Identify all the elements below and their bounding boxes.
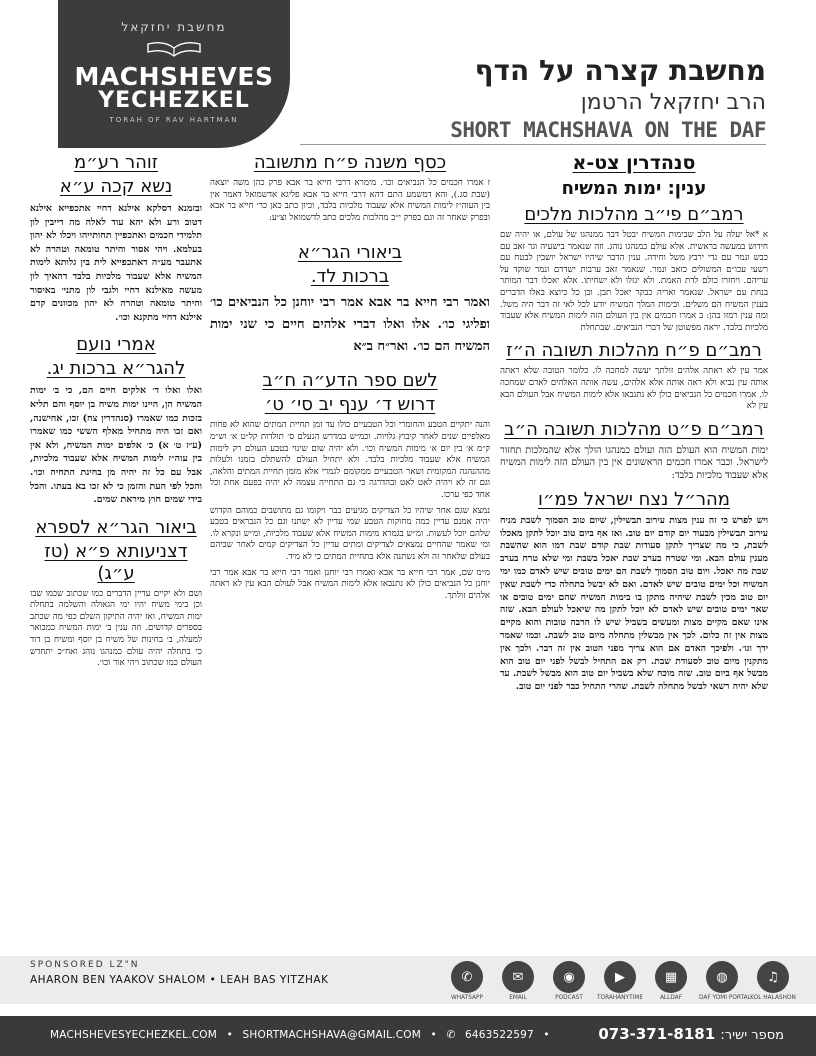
imrei-noam-section bbox=[30, 334, 202, 506]
logo-line-2: YECHEZKEL bbox=[98, 88, 250, 113]
separator: • bbox=[430, 1029, 437, 1041]
rambam-melachim-section bbox=[500, 204, 768, 334]
icon-item[interactable] bbox=[648, 961, 694, 1001]
rambam-teshuva-8-section bbox=[500, 340, 768, 412]
icon-label: PODCAST bbox=[555, 995, 583, 1001]
section-subheading: דצניעותא פ״א (טז ע״ג) bbox=[44, 540, 188, 584]
section-text: ויש לפרש כי זה ענין מצות עירוב תבשילין, שיום טוב הסמוך לשבת מניח עירוב תבשילין מבעוד יום קודם יום טוב. ואז אף ביום טוב יוכל לתקן מאכלו לשבת, כי מה שצריך לתקן סעודות שבת קודם שבת דמו הוא שהשבת מענין עולם הבא. ומי שטרח בערב שבת יאכל בשבת ומי שלא טרח בערב שבת מה יאכל. ויום טוב הסמוך לשבת הם ימים טובים שיש לאדם כמו ימי המשיח וכל ימים טובים שיש לאדם. ואם לא יבשל בתחלה כדי לשבת שאין יום טוב מכין לשבת שיהיה מתקן בו בימות המשיח שהם ימים טובים או שאר ימים טובים שיש לאדם לא יוכל לתקן מה שיאכל לעולם הבא. שזה אינו שאם מקיים מצות ומעשים בשביל שיש לו הרבה טובות והוא מקיים מצות אין זה כלום. לכך אין מבשלין מתחלה מיום טוב לשבת. וכמו שאמר ידך וגו׳. ולפיכך האדם אם הוא צריך מפני הטוב אין זה דבר. ולכך אין מתקנין מיום טוב לסעודת שבת. רק אם התחיל לבשל לפני יום טוב הוא מבשל אף ביום טוב. שזה מוכח שלא בשביל יום טוב הוא מבשל לשבת. עד שלא יהיה רשאי לבשל מתחלה לשבת. שהרי התחיל כבר לפני יום טוב. bbox=[500, 514, 768, 693]
torahanytime-icon[interactable]: ▶ bbox=[604, 961, 636, 993]
kesef-mishneh-section bbox=[210, 152, 490, 224]
section-heading: אמרי נועם bbox=[76, 334, 156, 356]
alldaf-icon[interactable]: ▦ bbox=[655, 961, 687, 993]
logo-tagline: TORAH OF RAV HARTMAN bbox=[109, 116, 239, 124]
phone-number[interactable]: 073-371-8181 bbox=[598, 1025, 716, 1043]
section-text: אמר עין לא ראתה אלהים זולתך יעשה למחכה לו. כלומר הטובה שלא ראתה אותה עין נביא ולא ראה אותה אלא אלהים, עשה אותה האלהים לאדם שמחכה לו. אמרו חכמים כל הנביאים כולן לא נתנבאו אלא לימות המשיח אבל העולם הבא עין לא bbox=[500, 366, 768, 412]
section-heading: כסף משנה פ״ח מתשובה bbox=[253, 152, 447, 173]
section-heading: רמב״ם פי״ב מהלכות מלכים bbox=[524, 204, 744, 225]
separator: • bbox=[226, 1029, 233, 1041]
platform-icons bbox=[444, 961, 796, 1001]
website-link[interactable]: MACHSHEVESYECHEZKEL.COM bbox=[50, 1029, 218, 1041]
section-text: א *אל יעלה על הלב שבימות המשיח יבטל דבר ממנהגו של עולם, או יהיה שם חידוש במעשה בראשית. אלא עולם כמנהגו נוהג. וזה שנאמר בישעיה וגר זאב עם כבש ונמר עם גדי ירבץ משל וחידה. ענין הדבר שיהיו ישראל יושבין לבטח עם רשעי עכו״ם המשולים כזאב ונמר. שנאמר זאב ערבות ישדדם ונמר שוקד על עריהם. ויחזרו כולם לדת האמת. ולא יגזלו ולא ישחיתו. אלא יאכלו דבר המותר בנחת עם ישראל. שנאמר ואריה כבקר יאכל תבן. וכן כל כיוצא באלו הדברים בענין המשיח הם משלים. ובימות המלך המשיח יודע לכל לאי זה דבר היה משל. ומה ענין רמזו בהן: ב אמרו חכמים אין בין העולם הזה לימות המשיח אלא שעבוד מלכיות בלבד. יראה מפשוטן של דברי הנביאים. שבתחלת bbox=[500, 230, 768, 333]
podcast-icon[interactable]: ◉ bbox=[553, 961, 585, 993]
icon-item[interactable] bbox=[597, 961, 643, 1001]
icon-label: DAF YOMI PORTAL bbox=[699, 995, 751, 1001]
english-title: SHORT MACHSHAVA ON THE DAF bbox=[450, 118, 766, 142]
icon-item[interactable] bbox=[495, 961, 541, 1001]
section-text: ושם ולא יקיים עדיין הדברים כמו שכתוב שכמו שבו וכן בימי משיח יהיו ימי הגאולה והשלמה בתחלת ימות המשיח, ואז יהיה התיקון השלם כפי מה שכתב בספרים קדושים. וזה ענין ב׳ ימות המשיח כמבואר למעלה, ב׳ בחינות של משיח בן יוסף ומשיח בן דוד כי בתחלה יהיה עולם כמנהגו נוהג ואח״כ יתחדש העולם כמו שכתוב ויהי אור וכו׳. bbox=[30, 588, 202, 669]
section-heading: ביאורי הגר״א bbox=[297, 242, 403, 264]
zohar-section bbox=[30, 152, 202, 324]
icon-label: KOL HALASHON bbox=[750, 995, 796, 1001]
gra-sifra-section bbox=[30, 517, 202, 670]
section-heading: מהר״ל נצח ישראל פמ״ו bbox=[538, 488, 730, 510]
section-heading: זוהר רע״מ bbox=[73, 152, 159, 173]
direct-phone bbox=[598, 1025, 784, 1043]
icon-item[interactable] bbox=[750, 961, 796, 1001]
sponsor-label: SPONSORED LZ"N bbox=[30, 960, 140, 970]
section-text: ואלו ואלו ד׳ אלקים חיים הם, כי ב׳ ימות המשיח הן, היינו ימות משיח בן יוסף והם תליא בזכות כמו שאמרו (סנהדרין צח) זכו, אחישנה, ואם זכו היה מתחיל מאלף הששי כמו שאמרו (ע״ז ט׳ א) כ׳ אלפים ימות המשיח, ולא אין בין עוה״ז לימות המשיח אלא שעבוד מלכיות, אבל עם כל זה יהיה מן בחינת התחיה וכו׳. והכל לפי העת והזמן כי לא זכו בא בעתו. והכל בידי שמים חוץ מיראת שמים. bbox=[30, 385, 202, 506]
sponsor-names: AHARON BEN YAAKOV SHALOM • LEAH BAS YITZHAK bbox=[30, 974, 329, 986]
footer bbox=[0, 1016, 816, 1056]
whatsapp-icon: ✆ bbox=[446, 1029, 456, 1041]
section-text: ואמר רבי חייא בר אבא אמר רבי יוחנן כל הנביאים כו׳ ופליגי כו׳. אלו ואלו דברי אלהים חיים כי שני ימות המשיח הם כו׳. ואר״ח ב״א bbox=[210, 295, 490, 355]
icon-item[interactable] bbox=[444, 961, 490, 1001]
email-icon[interactable]: ✉ bbox=[502, 961, 534, 993]
section-heading: רמב״ם פ״ח מהלכות תשובה ה״ז bbox=[506, 340, 762, 362]
dafyomi-portal-icon[interactable]: ◍ bbox=[706, 961, 738, 993]
icon-label: ALLDAF bbox=[659, 995, 683, 1001]
section-text-3: מ״מ שם, אמר רבי חייא בר אבא ואמרו רבי יוחנן ואמר רבי חייא בר אבא אמר רבי יוחנן כל הנביאים כולן לא נתנבאו אלא לימות המשיח אבל לעולם הבא עין לא ראתה אלהים זולתך. bbox=[210, 567, 490, 601]
section-heading: לשם ספר הדע״ה ח״ב bbox=[262, 370, 438, 392]
whatsapp-number[interactable]: 6463522597 bbox=[465, 1029, 534, 1041]
section-text: והנה יתקיים הטבע והחומרי וכל הטבעיים כולו עד זמן תחיית המתים שהוא לא פחות מאלפיים שנים לאחר קיבוץ גלויות. וכמ״ש במדרש הנעלם ס׳ תולדות קל״ט א׳ וש״מ ק״מ א׳ בין יום א׳ מימות המשיח וכו׳. ולא יהיה שום שינוי בטבע העולם רק לימות המשיח אלא שעבוד מלכיות בלבד. ולא יתחיל העולם להשתלם בזמנו ולעלות מההנהגה המקומית ושאר הטבעיים ממקומם לגמרי אלא מזמן תחיית המתים והלאה, וגם זה לא ויהיה לאט לאט ובהדרגה כי גם התחייה עצמה לא יהיה בפעם אחת וכל אחד כפי ערכו. bbox=[210, 420, 490, 500]
kolhalashon-icon[interactable]: ♫ bbox=[757, 961, 789, 993]
author-name: הרב יחזקאל הרטמן bbox=[580, 90, 766, 115]
header-divider bbox=[300, 144, 766, 145]
middle-column bbox=[210, 150, 490, 608]
icon-item[interactable] bbox=[699, 961, 751, 1001]
phone-label: מספר ישיר: bbox=[720, 1028, 784, 1043]
logo-line-1: MACHSHEVES bbox=[74, 62, 274, 91]
footer-links bbox=[50, 1029, 556, 1041]
email-link[interactable]: SHORTMACHSHAVA@GMAIL.COM bbox=[242, 1029, 421, 1041]
section-text: ז אמרו חכמים כל הנביאים וכו׳. מימרא דרבי חייא בר אבא פרק כהן משה יוצאה (שבת סג.), והא דמשמע התם דהא דרבי חייא בר אבא פליגא אדשמואל דאמר אין בין העוה״ז לימות המשיח אלא שעבוד מלכיות בלבד, וכיון כתב כאן כר׳ חייא בר אבא ובפרק שאחר זה וגם בפרק י״ב מהלכות מלכים כתב לדשמואל וצ״ע: bbox=[210, 178, 490, 223]
section-text: ובזמנא דסלקא אילנא דחיי אתכפייא אילנא דטוב ורע ולא יהא עוד לאלה מה דייבין לון תלמידי חכמים ואתכפיין תחותייהו ויכלו לא יהון בעלמא. ויהי אסור והיתר טומאה וטהרה לא אתעבר מע״ה דאתכפייא לית בין גלותא לימות המשיח אלא שעבוד מלכיות בלבד דהאיך לון מעשה מאילנא דחיי ולגבי לון מתני׳ באיסור והיתר טומאה וטהרה לא יהון מכוונים קדם אילנא דחיי מתקנא וכו׳. bbox=[30, 203, 202, 323]
open-book-icon bbox=[144, 40, 204, 58]
right-column bbox=[500, 150, 768, 700]
section-text-2: נמצא שגם אחר שיהיו כל הצדיקים מגיעים כבר ויקומו גם מתושבים כמוהם הקדוש יהיה אמנם עדיין כמה מחוקות הטבע שמי עדיין לא ישתנו וגם כל הנבראים בטבע שלהם יוכל לעשות. ומ״ש בגמרא מימות המשיח אלא שעבוד מלכיות, ומ״ש ונקרא לו. ומי שאמר שהחיים נמצאים לצדיקים ומתים עדיין כל הצדיקים קמים לאחר שביהם בעולם שלאחר זה ולא נשתנה אלא בתחיית המתים כי לא מיד. bbox=[210, 505, 490, 562]
page-title: מחשבת קצרה על הדף bbox=[474, 54, 766, 87]
section-subheading: ברכות לד. bbox=[310, 266, 390, 288]
leshem-section bbox=[210, 370, 490, 602]
icon-label: TORAHANYTIME bbox=[597, 995, 643, 1001]
sponsor-box bbox=[30, 960, 395, 1000]
section-text: ימות המשיח הוא העולם הזה ועולם כמנהגו הולך אלא שהמלכות תחזור לישראל. וכבר אמרו חכמים הראשונים אין בין העולם הזה לימות המשיח אלא שעבוד מלכיות בלבד: bbox=[500, 444, 768, 482]
section-subheading: נשא קכה ע״א bbox=[59, 176, 173, 197]
section-subheading: דרוש ד׳ ענף יב סי׳ ט׳ bbox=[264, 394, 436, 416]
section-heading: ביאור הגר״א לספרא bbox=[35, 516, 197, 538]
icon-label: EMAIL bbox=[509, 995, 527, 1001]
logo bbox=[58, 0, 290, 148]
topic-heading: ענין: ימות המשיח bbox=[561, 178, 707, 199]
icon-item[interactable] bbox=[546, 961, 592, 1001]
separator: • bbox=[543, 1029, 550, 1041]
maharal-section bbox=[500, 489, 768, 694]
rambam-teshuva-9-section bbox=[500, 419, 768, 483]
section-heading: רמב״ם פ״ט מהלכות תשובה ה״ב bbox=[504, 418, 764, 440]
left-column bbox=[30, 150, 202, 676]
gra-berachos-section bbox=[210, 242, 490, 358]
icon-label: WHATSAPP bbox=[451, 995, 483, 1001]
section-subheading: להגר״א ברכות יג. bbox=[46, 358, 186, 380]
daf-heading: סנהדרין צט-א bbox=[572, 152, 696, 174]
whatsapp-icon[interactable]: ✆ bbox=[451, 961, 483, 993]
logo-hebrew: מחשבת יחזקאל bbox=[121, 20, 227, 34]
